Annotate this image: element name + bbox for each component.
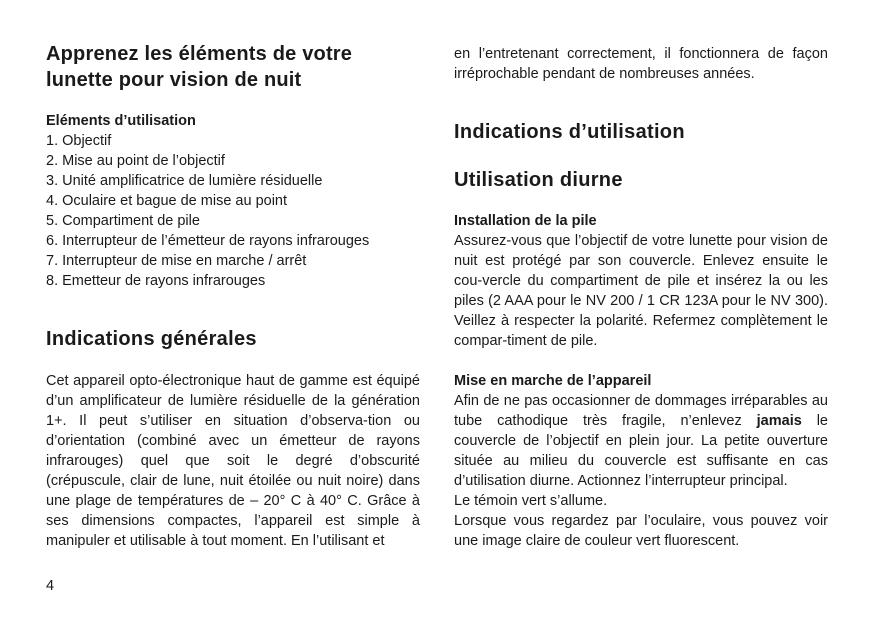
list-item: 8. Emetteur de rayons infrarouges (46, 273, 266, 289)
led-paragraph: Le témoin vert s’allume. (454, 493, 608, 509)
battery-heading: Installation de la pile (454, 213, 597, 229)
general-heading: Indications générales (46, 328, 257, 350)
power-text-after: le couvercle de l’objectif en plein jour. La petite ouverture située au milieu du couvercle est suffisante en cas d’utilisation diurne. Actionnez l’interrupteur principal. (454, 413, 828, 489)
main-title-line2: lunette pour vision de nuit (46, 69, 302, 91)
list-item: 7. Interrupteur de mise en marche / arrêt (46, 253, 307, 269)
battery-paragraph: Assurez-vous que l’objectif de votre lunette pour vision de nuit est protégé par son couvercle. Enlevez ensuite le cou-vercle du compartiment de pile et insérez la ou les piles (2 AAA pour le NV 200 / 1 CR 123A pour le NV 300). Veillez à respecter la polarité. Refermez complètement le compar-timent de pile. (454, 233, 828, 349)
list-item: 5. Compartiment de pile (46, 213, 200, 229)
continued-paragraph: en l’entretenant correctement, il fonctionnera de façon irréprochable pendant de nombreuses années. (454, 46, 828, 82)
day-usage-heading: Utilisation diurne (454, 169, 623, 191)
list-item: 1. Objectif (46, 133, 112, 149)
elements-heading: Eléments d’utilisation (46, 113, 196, 129)
power-on-paragraph (454, 391, 828, 491)
power-on-heading: Mise en marche de l’appareil (454, 373, 652, 389)
usage-heading: Indications d’utilisation (454, 121, 685, 143)
list-item: 2. Mise au point de l’objectif (46, 153, 225, 169)
general-paragraph: Cet appareil opto-électronique haut de gamme est équipé d’un amplificateur de lumière résiduelle de la génération 1+. Il peut s’utiliser en situation d’observa-tion ou d’orientation (combiné avec un émetteur de rayons infrarouges) quel que soit le degré d’obscurité (crépuscule, clair de lune, nuit étoilée ou nuit noire) dans une plage de températures de – 20° C à 40° C. Grâce à ses dimensions compactes, l’appareil est simple à manipuler et utilisable à tout moment. En l’utilisant et (46, 373, 420, 549)
main-title-line1: Apprenez les éléments de votre (46, 43, 353, 65)
page-number: 4 (46, 578, 55, 594)
list-item: 6. Interrupteur de l’émetteur de rayons infrarouges (46, 233, 370, 249)
elements-list (46, 131, 420, 291)
eyepiece-paragraph: Lorsque vous regardez par l’oculaire, vous pouvez voir une image claire de couleur vert fluorescent. (454, 513, 828, 549)
list-item: 4. Oculaire et bague de mise au point (46, 193, 288, 209)
list-item: 3. Unité amplificatrice de lumière résiduelle (46, 173, 323, 189)
power-text-before: Afin de ne pas occasionner de dommages irréparables au tube cathodique très fragile, n’enlevez (454, 393, 828, 429)
power-text-bold: jamais (756, 413, 802, 429)
